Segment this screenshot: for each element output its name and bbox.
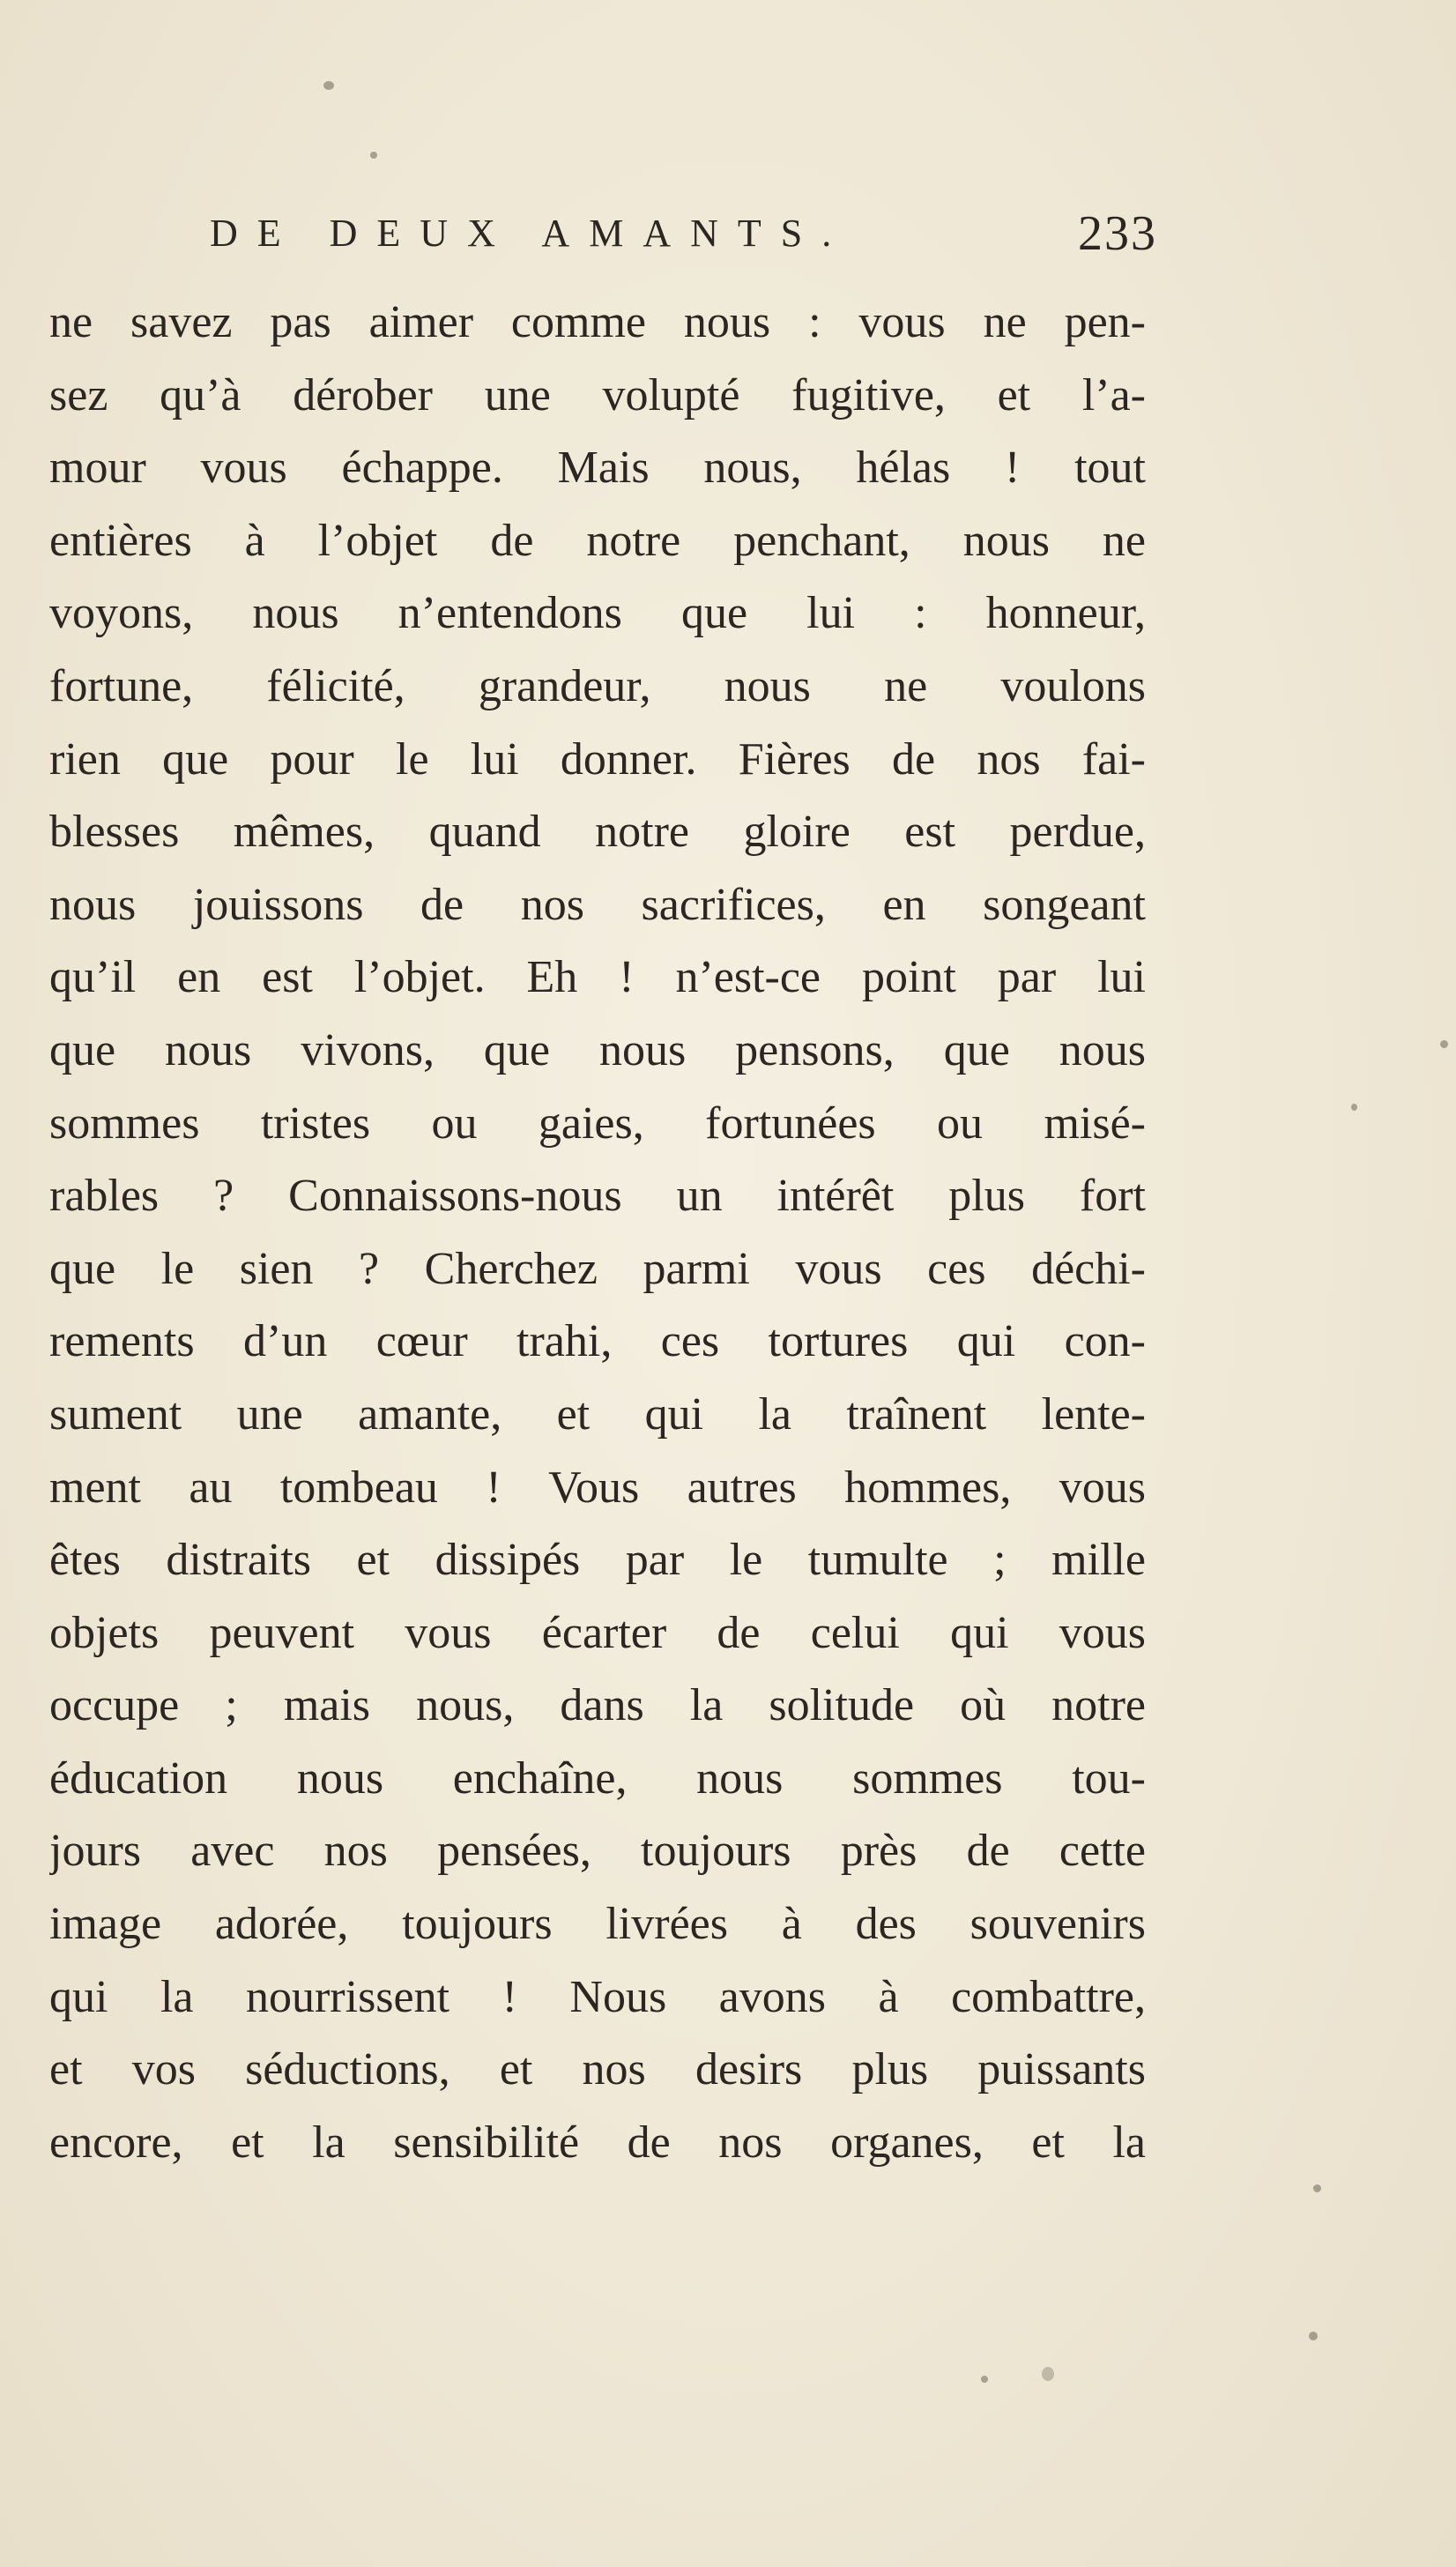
text-line: objets peuvent vous écarter de celui qui vous <box>49 1607 1146 1658</box>
text-line: jours avec nos pensées, toujours près de cette <box>49 1826 1146 1877</box>
text-line: qu’il en est l’objet. Eh ! n’est-ce point par lui <box>49 952 1146 1003</box>
text-line: que le sien ? Cherchez parmi vous ces déchi- <box>49 1243 1146 1294</box>
text-line: sument une amante, et qui la traînent lente- <box>49 1388 1146 1440</box>
page-number: 233 <box>1078 206 1157 261</box>
ink-spot <box>370 152 377 159</box>
text-line: mour vous échappe. Mais nous, hélas ! tout <box>49 443 1146 494</box>
text-line: sez qu’à dérober une volupté fugitive, et l’a- <box>49 369 1146 420</box>
text-line: ne savez pas aimer comme nous : vous ne pen- <box>49 297 1146 347</box>
text-line: image adorée, toujours livrées à des souvenirs <box>49 1899 1146 1950</box>
ink-spot <box>323 81 334 90</box>
text-line: rien que pour le lui donner. Fières de nos fai- <box>49 733 1146 785</box>
text-line: sommes tristes ou gaies, fortunées ou misé- <box>49 1097 1146 1149</box>
ink-spot <box>1309 2332 1318 2340</box>
text-line: occupe ; mais nous, dans la solitude où notre <box>49 1680 1146 1731</box>
text-line: éducation nous enchaîne, nous sommes tou- <box>49 1752 1146 1804</box>
ink-spot <box>1351 1104 1357 1111</box>
text-line: entières à l’objet de notre penchant, nous ne <box>49 515 1146 566</box>
text-line: nous jouissons de nos sacrifices, en songeant <box>49 879 1146 930</box>
text-line: rements d’un cœur trahi, ces tortures qui con- <box>49 1316 1146 1367</box>
text-line: encore, et la sensibilité de nos organes, et la <box>49 2117 1146 2168</box>
ink-spot <box>1042 2367 1054 2381</box>
text-line: ment au tombeau ! Vous autres hommes, vous <box>49 1462 1146 1513</box>
text-line: et vos séductions, et nos desirs plus puissants <box>49 2044 1146 2095</box>
body-text <box>49 286 1146 2179</box>
ink-spot <box>1440 1040 1448 1048</box>
running-header <box>210 198 1157 269</box>
running-title: DE DEUX AMANTS. <box>210 212 851 255</box>
text-line: qui la nourrissent ! Nous avons à combattre, <box>49 1971 1146 2022</box>
text-line: que nous vivons, que nous pensons, que nous <box>49 1024 1146 1075</box>
text-line: êtes distraits et dissipés par le tumulte ; mille <box>49 1535 1146 1586</box>
text-line: fortune, félicité, grandeur, nous ne voulons <box>49 660 1146 711</box>
text-line: blesses mêmes, quand notre gloire est perdue, <box>49 807 1146 858</box>
text-line: voyons, nous n’entendons que lui : honneur, <box>49 588 1146 639</box>
ink-spot <box>981 2376 988 2383</box>
ink-spot <box>1313 2184 1321 2192</box>
text-line: rables ? Connaissons-nous un intérêt plus fort <box>49 1171 1146 1222</box>
